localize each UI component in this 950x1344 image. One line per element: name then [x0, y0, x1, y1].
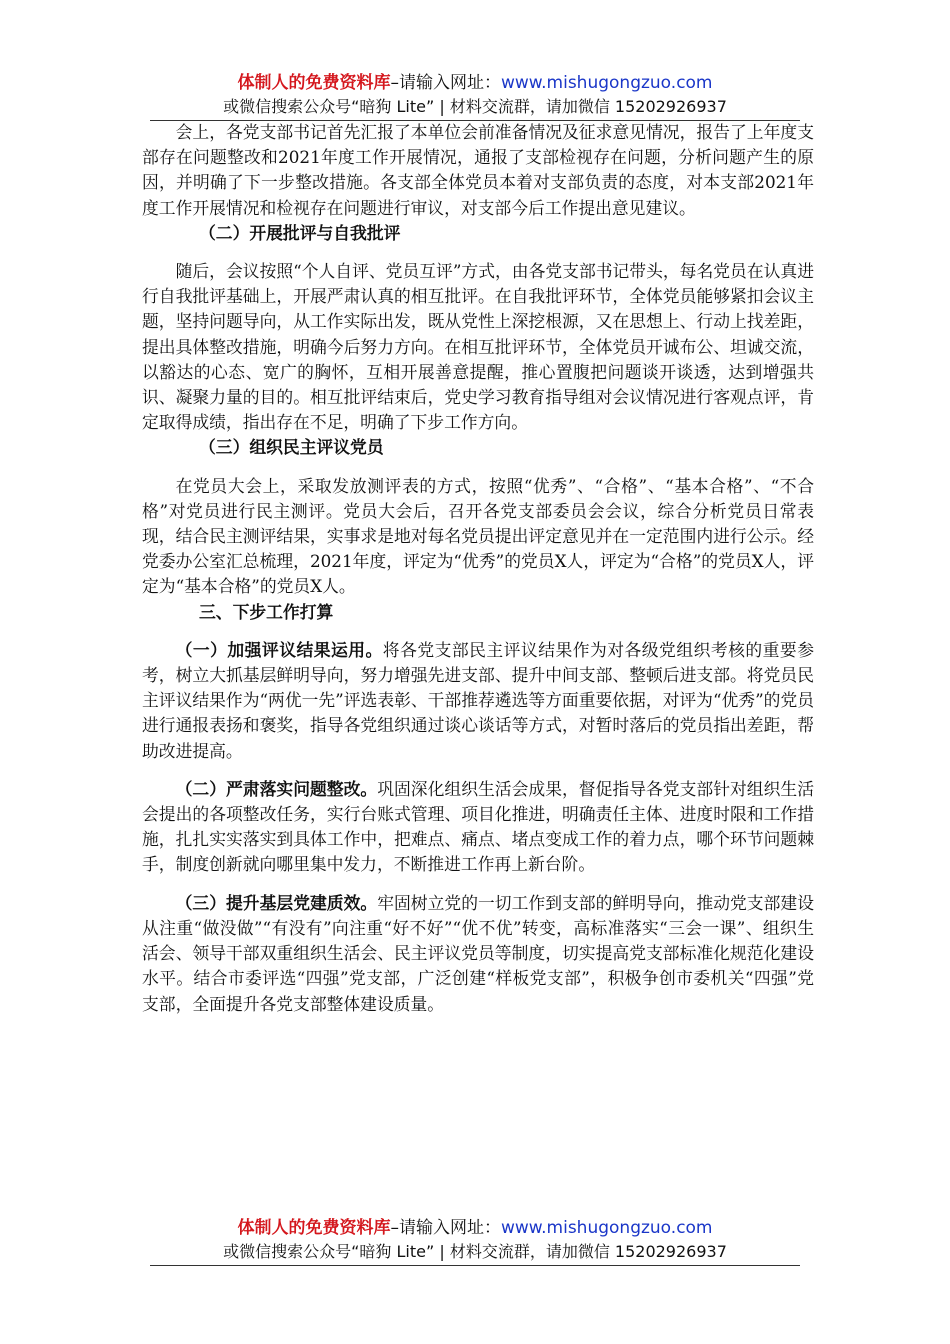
- paragraph-meeting-report: 会上，各党支部书记首先汇报了本单位会前准备情况及征求意见情况，报告了上年度支部存在问题整改和2021年度工作开展情况，通报了支部检视存在问题，分析问题产生的原因，并明确了下一步整改措施。各支部全体党员本着对支部负责的态度，对本支部2021年度工作开展情况和检视存在问题进行审议，对支部今后工作提出意见建议。: [142, 122, 814, 218]
- item-2-lead: （二）严肃落实问题整改。: [175, 778, 378, 799]
- paragraph-item-3: [142, 891, 814, 1017]
- item-3-text: 牢固树立党的一切工作到支部的鲜明导向，推动党支部建设从注重“做没做”“有没有”向注重“好不好”“优不优”转变，高标准落实“三会一课”、组织生活会、领导干部双重组织生活会、民主评议党员等制度，切实提高党支部标准化规范化建设水平。结合市委评选“四强”党支部，广泛创建“样板党支部”，积极争创市委机关“四强”党支部，全面提升各党支部整体建设质量。: [142, 892, 814, 1014]
- paragraph-democratic-review: 在党员大会上，采取发放测评表的方式，按照“优秀”、“合格”、“基本合格”、“不合格”对党员进行民主测评。党员大会后，召开各党支部委员会会议，综合分析党员日常表现，结合民主测评结果，实事求是地对每名党员提出评定意见并在一定范围内进行公示。经党委办公室汇总梳理，2021年度，评定为“优秀”的党员X人，评定为“合格”的党员X人，评定为“基本合格”的党员X人。: [142, 475, 814, 597]
- banner-site-name: 体制人的免费资料库: [237, 73, 391, 93]
- paragraph-item-2: [142, 777, 814, 878]
- header-banner: [150, 71, 800, 121]
- banner-line-1: [150, 71, 800, 95]
- item-1-lead: （一）加强评议结果运用。: [175, 639, 383, 660]
- banner-line-2: 或微信搜索公众号“暗狗 Lite” | 材料交流群，请加微信 15202926937: [223, 97, 727, 116]
- footer-prompt: –请输入网址：: [390, 1218, 501, 1238]
- item-2-text: 巩固深化组织生活会成果，督促指导各党支部针对组织生活会提出的各项整改任务，实行台账式管理、项目化推进，明确责任主体、进度时限和工作措施，扎扎实实落实到具体工作中，把难点、痛点、堵点变成工作的着力点，哪个环节问题棘手，制度创新就向哪里集中发力，不断推进工作再上新台阶。: [142, 778, 814, 875]
- heading-criticism: （二）开展批评与自我批评: [199, 222, 401, 243]
- footer-site-name: 体制人的免费资料库: [237, 1218, 391, 1238]
- banner-prompt: –请输入网址：: [390, 73, 501, 93]
- item-1-text: 将各党支部民主评议结果作为对各级党组织考核的重要参考，树立大抓基层鲜明导向，努力增强先进支部、提升中间支部、整顿后进支部。将党员民主评议结果作为“两优一先”评选表彰、干部推荐遴选等方面重要依据，对评为“优秀”的党员进行通报表扬和褒奖，指导各党组织通过谈心谈话等方式，对暂时落后的党员指出差距，帮助改进提高。: [142, 639, 815, 761]
- banner-url-link[interactable]: www.mishugongzuo.com: [500, 73, 713, 93]
- footer-url-link[interactable]: www.mishugongzuo.com: [500, 1218, 713, 1238]
- footer-banner: [150, 1216, 800, 1266]
- heading-democratic-review: （三）组织民主评议党员: [199, 437, 384, 458]
- footer-divider: [150, 1265, 800, 1266]
- item-3-lead: （三）提升基层党建质效。: [175, 892, 378, 913]
- heading-next-steps: 三、下步工作打算: [199, 601, 334, 622]
- paragraph-criticism: 随后，会议按照“个人自评、党员互评”方式，由各党支部书记带头，每名党员在认真进行自我批评基础上，开展严肃认真的相互批评。在自我批评环节，全体党员能够紧扣会议主题，坚持问题导向，从工作实际出发，既从党性上深挖根源，又在思想上、行动上找差距，提出具体整改措施，明确今后努力方向。在相互批评环节，全体党员开诚布公、坦诚交流，以豁达的心态、宽广的胸怀，互相开展善意提醒，推心置腹把问题谈开谈透，达到增强共识、凝聚力量的目的。相互批评结束后，党史学习教育指导组对会议情况进行客观点评，肯定取得成绩，指出存在不足，明确了下步工作方向。: [142, 261, 814, 433]
- footer-line-1: [150, 1216, 800, 1240]
- document-body: [142, 120, 814, 1017]
- paragraph-item-1: [142, 638, 814, 764]
- footer-line-2: 或微信搜索公众号“暗狗 Lite” | 材料交流群，请加微信 15202926937: [223, 1242, 727, 1261]
